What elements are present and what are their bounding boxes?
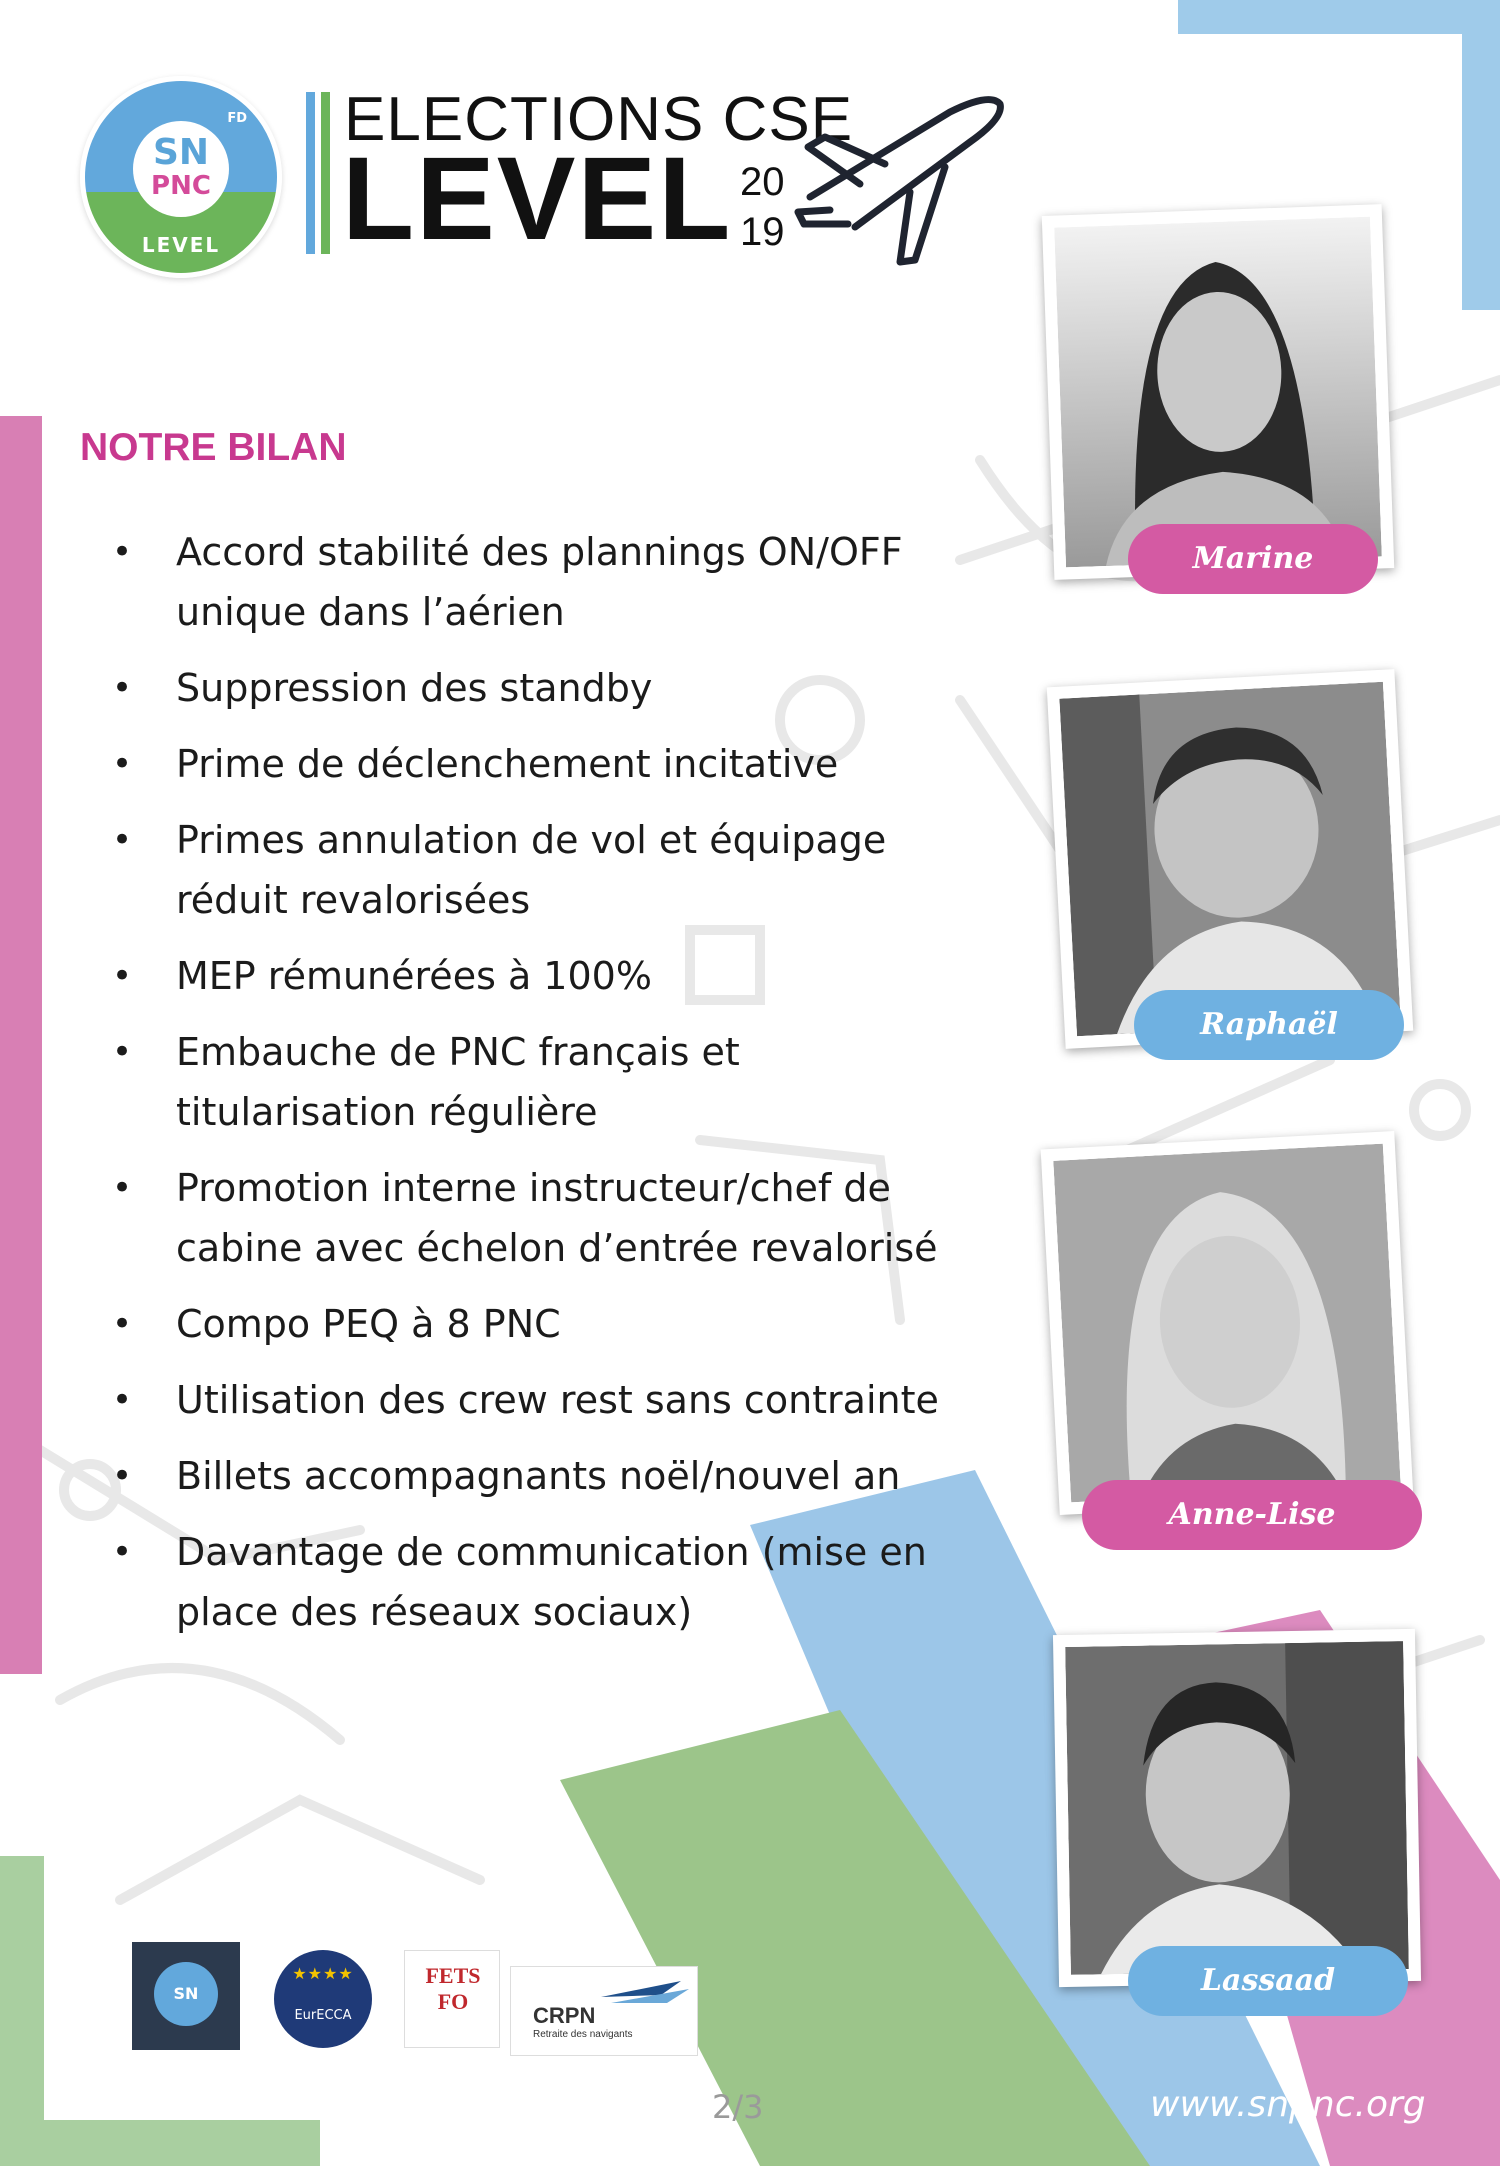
crpn-logo xyxy=(510,1966,698,2056)
title-level: LEVEL xyxy=(342,133,733,265)
logo-pnc-text: PNC xyxy=(151,171,211,201)
candidate-name-marine: Marine xyxy=(1128,524,1378,594)
list-item: • Compo PEQ à 8 PNC xyxy=(110,1294,980,1354)
list-item: • Suppression des standby xyxy=(110,658,980,718)
page-number: 2/3 xyxy=(712,2088,764,2126)
title-elections: ELECTIONS CSE xyxy=(344,85,854,154)
snpnc-badge-logo xyxy=(132,1942,240,2067)
list-item: • Primes annulation de vol et équipage réduit revalorisées xyxy=(110,810,980,930)
crpn-subtext: Retraite des navigants xyxy=(533,2029,633,2040)
fets-fo-text: FETS FO xyxy=(425,1963,481,2014)
candidate-name-anne-lise: Anne-Lise xyxy=(1082,1480,1422,1550)
crpn-text: CRPN xyxy=(533,2003,596,2028)
candidate-photo-anne-lise xyxy=(1041,1131,1414,1515)
logo-fd-text: FD xyxy=(227,111,247,126)
candidate-photo-lassaad xyxy=(1053,1629,1421,1987)
list-item: • Utilisation des crew rest sans contrainte xyxy=(110,1370,980,1430)
website-link[interactable]: www.snpnc.org xyxy=(1150,2084,1426,2125)
logo-level-text: LEVEL xyxy=(141,233,221,257)
achievement-list xyxy=(110,522,980,1658)
eurecca-text: EurECCA xyxy=(294,2008,352,2023)
portrait-image xyxy=(1054,217,1382,568)
year-top: 20 xyxy=(740,160,785,204)
snpnc-badge-text: SN PNC xyxy=(154,1962,218,2026)
crpn-wing-icon xyxy=(601,1979,691,2009)
logo-sn-text: SN xyxy=(152,132,210,173)
list-item: • Prime de déclenchement incitative xyxy=(110,734,980,794)
list-item: • Davantage de communication (mise en place des réseaux sociaux) xyxy=(110,1522,980,1642)
year-bottom: 19 xyxy=(740,210,785,254)
airplane-icon xyxy=(790,92,1010,272)
star-icon: ★★★★ xyxy=(292,1964,354,1983)
candidate-name-raphael: Raphaël xyxy=(1134,990,1404,1060)
list-item: • Billets accompagnants noël/nouvel an xyxy=(110,1446,980,1506)
snpnc-level-logo xyxy=(80,76,282,278)
list-item: • Accord stabilité des plannings ON/OFF unique dans l’aérien xyxy=(110,522,980,642)
title-accent-blue xyxy=(306,92,315,254)
title-accent-green xyxy=(321,92,330,254)
portrait-image xyxy=(1053,1144,1400,1503)
candidate-name-lassaad: Lassaad xyxy=(1128,1946,1408,2016)
fets-fo-logo xyxy=(404,1950,500,2048)
list-item: • Embauche de PNC français et titularisation régulière xyxy=(110,1022,980,1142)
portrait-image xyxy=(1059,682,1400,1036)
section-title: NOTRE BILAN xyxy=(80,426,347,469)
list-item: • Promotion interne instructeur/chef de cabine avec échelon d’entrée revalorisé xyxy=(110,1158,980,1278)
portrait-image xyxy=(1065,1641,1409,1975)
list-item: • MEP rémunérées à 100% xyxy=(110,946,980,1006)
eurecca-logo xyxy=(274,1950,372,2048)
